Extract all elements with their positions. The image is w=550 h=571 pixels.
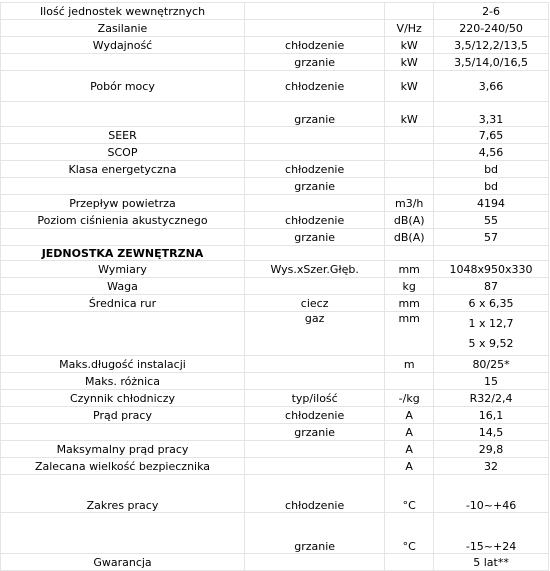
section-heading: JEDNOSTKA ZEWNĘTRZNA — [1, 246, 245, 261]
row-label — [1, 513, 245, 554]
table-row — [1, 513, 549, 554]
row-value: -15~+24 — [434, 513, 549, 554]
row-mode: grzanie — [245, 424, 385, 441]
row-label — [1, 54, 245, 71]
row-unit: mm — [385, 295, 434, 312]
row-value: 5 lat** — [434, 554, 549, 571]
row-value: 29,8 — [434, 441, 549, 458]
row-unit: A — [385, 424, 434, 441]
row-label — [1, 102, 245, 127]
row-mode: chłodzenie — [245, 212, 385, 229]
row-label: SEER — [1, 127, 245, 144]
table-row — [1, 246, 549, 261]
row-label: Prąd pracy — [1, 407, 245, 424]
row-unit: kW — [385, 54, 434, 71]
row-value: R32/2,4 — [434, 390, 549, 407]
row-mode — [245, 373, 385, 390]
table-row — [1, 278, 549, 295]
row-mode: chłodzenie — [245, 161, 385, 178]
row-unit: A — [385, 458, 434, 475]
row-unit: A — [385, 407, 434, 424]
row-unit: kW — [385, 102, 434, 127]
row-unit: dB(A) — [385, 212, 434, 229]
table-row — [1, 312, 549, 356]
row-mode: chłodzenie — [245, 407, 385, 424]
table-row — [1, 295, 549, 312]
row-value: 4194 — [434, 195, 549, 212]
row-unit: V/Hz — [385, 20, 434, 37]
row-mode: ciecz — [245, 295, 385, 312]
row-value: 3,66 — [434, 71, 549, 102]
row-mode: grzanie — [245, 54, 385, 71]
table-row — [1, 407, 549, 424]
row-mode: grzanie — [245, 229, 385, 246]
row-value — [434, 312, 549, 356]
table-row — [1, 261, 549, 278]
row-mode — [245, 441, 385, 458]
table-row — [1, 127, 549, 144]
table-row — [1, 20, 549, 37]
table-row — [1, 161, 549, 178]
row-label: Klasa energetyczna — [1, 161, 245, 178]
gas-value-2: 5 x 9,52 — [468, 336, 514, 350]
row-value: 16,1 — [434, 407, 549, 424]
row-label: Poziom ciśnienia akustycznego — [1, 212, 245, 229]
table-row — [1, 71, 549, 102]
row-mode — [245, 246, 385, 261]
table-row — [1, 475, 549, 513]
row-mode — [245, 554, 385, 571]
spec-table — [0, 2, 549, 571]
row-unit — [385, 554, 434, 571]
row-label: Pobór mocy — [1, 71, 245, 102]
spec-table-container — [0, 2, 549, 571]
row-mode: grzanie — [245, 178, 385, 195]
row-label: Zasilanie — [1, 20, 245, 37]
row-mode: chłodzenie — [245, 71, 385, 102]
row-unit — [385, 178, 434, 195]
row-label: Gwarancja — [1, 554, 245, 571]
row-unit: kg — [385, 278, 434, 295]
row-value: 1048x950x330 — [434, 261, 549, 278]
row-label: Przepływ powietrza — [1, 195, 245, 212]
table-row — [1, 356, 549, 373]
row-label — [1, 312, 245, 356]
row-unit: kW — [385, 37, 434, 54]
row-mode: grzanie — [245, 513, 385, 554]
row-unit — [385, 3, 434, 20]
row-label: Wydajność — [1, 37, 245, 54]
row-label: SCOP — [1, 144, 245, 161]
row-value: 3,5/14,0/16,5 — [434, 54, 549, 71]
row-label: Średnica rur — [1, 295, 245, 312]
row-mode — [245, 195, 385, 212]
row-unit: m3/h — [385, 195, 434, 212]
row-mode: gaz — [245, 312, 385, 356]
row-mode: chłodzenie — [245, 37, 385, 54]
row-mode — [245, 278, 385, 295]
row-label: Zakres pracy — [1, 475, 245, 513]
table-row — [1, 554, 549, 571]
row-mode — [245, 127, 385, 144]
table-row — [1, 37, 549, 54]
row-mode: chłodzenie — [245, 475, 385, 513]
row-value: 220-240/50 — [434, 20, 549, 37]
table-row — [1, 102, 549, 127]
row-unit — [385, 127, 434, 144]
row-unit: mm — [385, 312, 434, 356]
table-row — [1, 390, 549, 407]
row-unit: °C — [385, 475, 434, 513]
row-unit: mm — [385, 261, 434, 278]
table-row — [1, 373, 549, 390]
table-row — [1, 229, 549, 246]
row-value: 15 — [434, 373, 549, 390]
row-mode — [245, 20, 385, 37]
row-value: 2-6 — [434, 3, 549, 20]
row-value: bd — [434, 178, 549, 195]
gas-value-1: 1 x 12,7 — [468, 316, 514, 330]
row-label — [1, 178, 245, 195]
row-mode — [245, 356, 385, 373]
row-label: Maks.długość instalacji — [1, 356, 245, 373]
row-label: Czynnik chłodniczy — [1, 390, 245, 407]
table-row — [1, 195, 549, 212]
row-unit — [385, 161, 434, 178]
table-row — [1, 424, 549, 441]
row-value: 6 x 6,35 — [434, 295, 549, 312]
row-label: Maksymalny prąd pracy — [1, 441, 245, 458]
row-value: 3,31 — [434, 102, 549, 127]
row-unit: dB(A) — [385, 229, 434, 246]
table-row — [1, 54, 549, 71]
row-mode — [245, 144, 385, 161]
row-unit: kW — [385, 71, 434, 102]
row-mode — [245, 458, 385, 475]
row-unit — [385, 246, 434, 261]
table-row — [1, 3, 549, 20]
row-label: Maks. różnica — [1, 373, 245, 390]
row-value: 14,5 — [434, 424, 549, 441]
row-value: 80/25* — [434, 356, 549, 373]
row-mode: typ/ilość — [245, 390, 385, 407]
table-row — [1, 144, 549, 161]
row-mode: grzanie — [245, 102, 385, 127]
row-mode — [245, 3, 385, 20]
row-value: 32 — [434, 458, 549, 475]
row-unit — [385, 144, 434, 161]
row-unit: -/kg — [385, 390, 434, 407]
row-label: Zalecana wielkość bezpiecznika — [1, 458, 245, 475]
row-value: 3,5/12,2/13,5 — [434, 37, 549, 54]
row-value: 55 — [434, 212, 549, 229]
row-mode: Wys.xSzer.Głęb. — [245, 261, 385, 278]
row-unit: °C — [385, 513, 434, 554]
row-unit: m — [385, 356, 434, 373]
table-row — [1, 212, 549, 229]
row-value: 87 — [434, 278, 549, 295]
row-label — [1, 424, 245, 441]
row-label: Wymiary — [1, 261, 245, 278]
row-value: bd — [434, 161, 549, 178]
row-unit — [385, 373, 434, 390]
row-label — [1, 229, 245, 246]
row-label: Waga — [1, 278, 245, 295]
table-row — [1, 458, 549, 475]
row-value — [434, 246, 549, 261]
table-row — [1, 441, 549, 458]
row-value: 7,65 — [434, 127, 549, 144]
row-value: 57 — [434, 229, 549, 246]
row-value: 4,56 — [434, 144, 549, 161]
row-label: Ilość jednostek wewnętrznych — [1, 3, 245, 20]
table-row — [1, 178, 549, 195]
row-unit: A — [385, 441, 434, 458]
row-value: -10~+46 — [434, 475, 549, 513]
